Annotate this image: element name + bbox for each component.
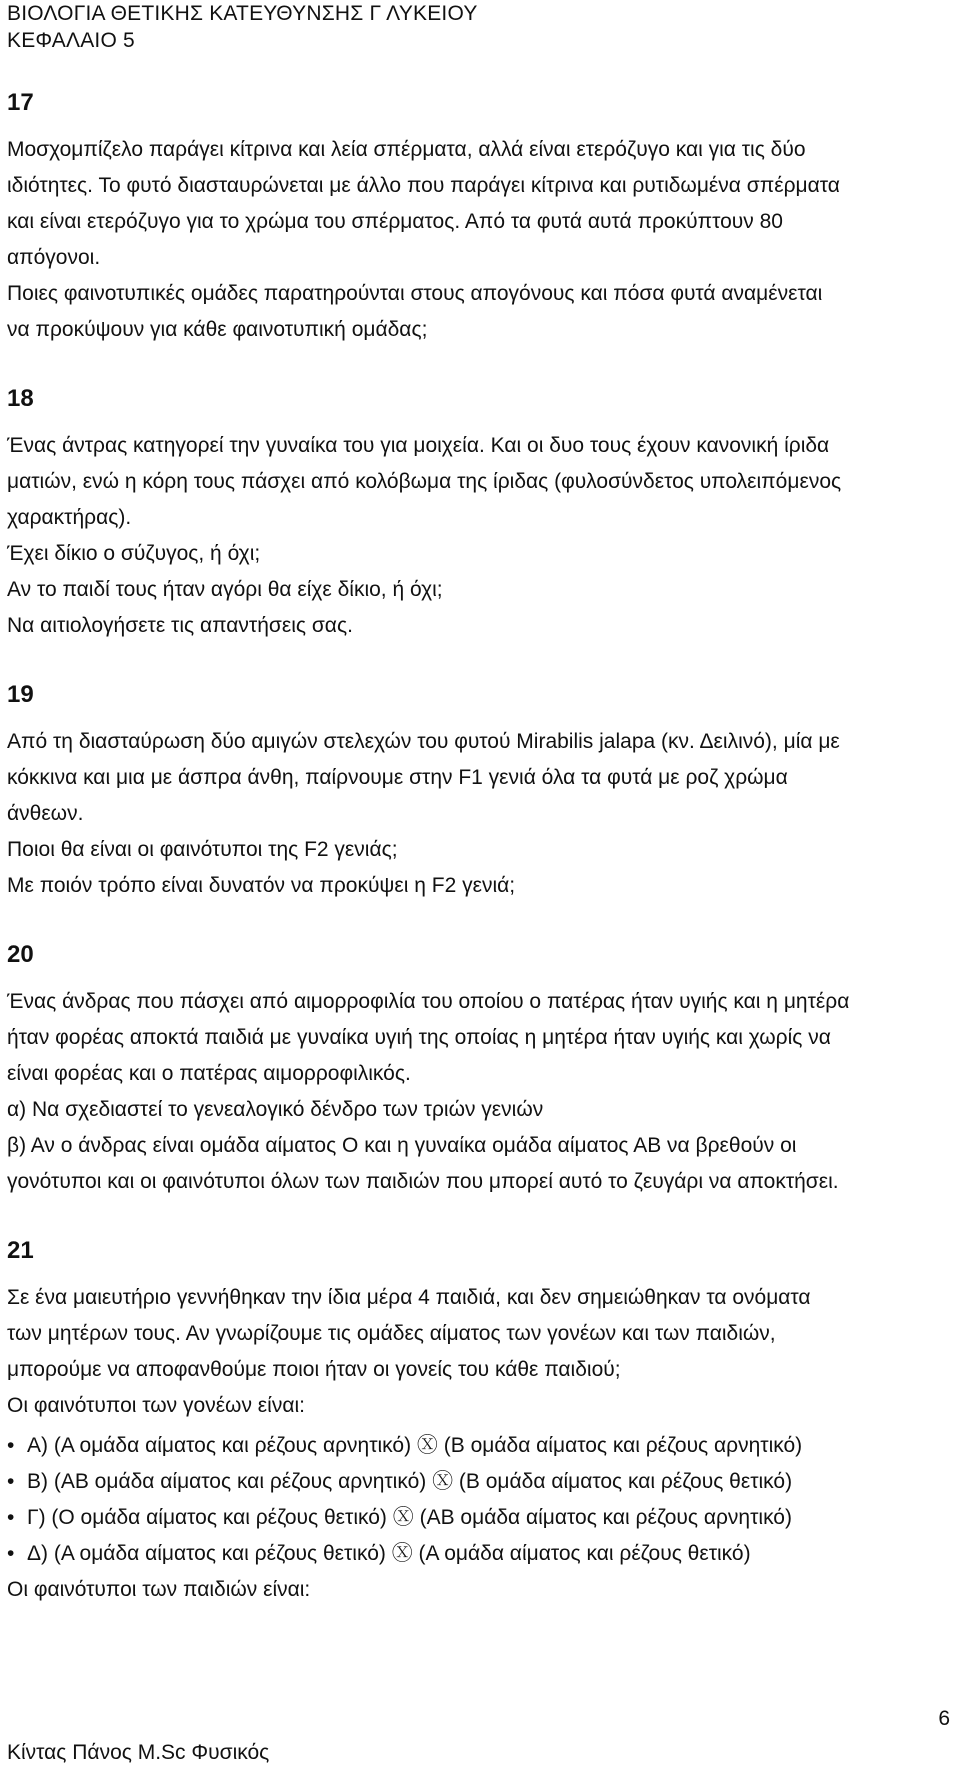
document-page — [7, 0, 953, 1608]
page-number: 6 — [938, 1707, 950, 1730]
children-intro: Οι φαινότυποι των παιδιών είναι: — [7, 1578, 311, 1601]
q18-line-2: ματιών, ενώ η κόρη τους πάσχει από κολόβωμα της ίριδας (φυλοσύνδετος υπολειπόμενος — [7, 470, 842, 493]
q17-line-5: Ποιες φαινοτυπικές ομάδες παρατηρούνται στους απογόνους και πόσα φυτά αναμένεται — [7, 282, 823, 305]
q19-line-4: Ποιοι θα είναι οι φαινότυποι της F2 γενιάς; — [7, 838, 398, 861]
q21-line-1: Σε ένα μαιευτήριο γεννήθηκαν την ίδια μέρα 4 παιδιά, και δεν σημειώθηκαν τα ονόματα — [7, 1286, 811, 1309]
q21-line-2: των μητέρων τους. Αν γνωρίζουμε τις ομάδες αίματος των γονέων και των παιδιών, — [7, 1322, 776, 1345]
header-subject: ΒΙΟΛΟΓΙΑ ΘΕΤΙΚΗΣ ΚΑΤΕΥΘΥΝΣΗΣ Γ ΛΥΚΕΙΟΥ — [7, 2, 478, 25]
footer-author: Κίντας Πάνος M.Sc Φυσικός — [7, 1741, 270, 1764]
q19-line-5: Με ποιόν τρόπο είναι δυνατόν να προκύψει η F2 γενιά; — [7, 874, 516, 897]
q21-line-3: μπορούμε να αποφανθούμε ποιοι ήταν οι γονείς του κάθε παιδιού; — [7, 1358, 621, 1381]
parents-item-a: • Α) (Α ομάδα αίματος και ρέζους αρνητικό) Ⓧ (Β ομάδα αίματος και ρέζους αρνητικό) — [7, 1428, 953, 1464]
q20-line-1: Ένας άνδρας που πάσχει από αιμορροφιλία του οποίου ο πατέρας ήταν υγιής και η μητέρα — [7, 990, 850, 1013]
q20-line-2: ήταν φορέας αποκτά παιδιά με γυναίκα υγιή της οποίας η μητέρα ήταν υγιής και χωρίς να — [7, 1026, 831, 1049]
q20-line-5: β) Αν ο άνδρας είναι ομάδα αίματος Ο και η γυναίκα ομάδα αίματος ΑΒ να βρεθούν οι — [7, 1134, 797, 1157]
header-chapter: ΚΕΦΑΛΑΙΟ 5 — [7, 29, 135, 52]
q19-line-3: άνθεων. — [7, 802, 84, 825]
q20-line-4: α) Να σχεδιαστεί το γενεαλογικό δένδρο των τριών γενιών — [7, 1098, 544, 1121]
q17-line-2: ιδιότητες. Το φυτό διασταυρώνεται με άλλο που παράγει κίτρινα και ρυτιδωμένα σπέρματα — [7, 174, 840, 197]
question-21-text — [7, 1280, 953, 1608]
question-17-text — [7, 132, 953, 348]
q19-line-2: κόκκινα και μια με άσπρα άνθη, παίρνουμε στην F1 γενιά όλα τα φυτά με ροζ χρώμα — [7, 766, 788, 789]
q17-line-4: απόγονοι. — [7, 246, 101, 269]
q17-line-6: να προκύψουν για κάθε φαινοτυπική ομάδας; — [7, 318, 428, 341]
question-18-text — [7, 428, 953, 644]
q18-line-1: Ένας άντρας κατηγορεί την γυναίκα του για μοιχεία. Και οι δυο τους έχουν κανονική ίριδα — [7, 434, 830, 457]
parents-item-d: • Δ) (Α ομάδα αίματος και ρέζους θετικό) Ⓧ (Α ομάδα αίματος και ρέζους θετικό) — [7, 1536, 953, 1572]
q21-line-4: Οι φαινότυποι των γονέων είναι: — [7, 1394, 305, 1417]
question-21-number: 21 — [7, 1237, 34, 1264]
question-19-number: 19 — [7, 681, 34, 708]
question-20-text — [7, 984, 953, 1200]
q20-line-3: είναι φορέας και ο πατέρας αιμορροφιλικός. — [7, 1062, 411, 1085]
q18-line-4: Έχει δίκιο ο σύζυγος, ή όχι; — [7, 542, 261, 565]
q18-line-5: Αν το παιδί τους ήταν αγόρι θα είχε δίκιο, ή όχι; — [7, 578, 443, 601]
q17-line-1: Μοσχομπίζελο παράγει κίτρινα και λεία σπέρματα, αλλά είναι ετερόζυγο και για τις δύο — [7, 138, 806, 161]
question-18-number: 18 — [7, 385, 34, 412]
question-19-text — [7, 724, 953, 904]
q19-line-1: Από τη διασταύρωση δύο αμιγών στελεχών του φυτού Mirabilis jalapa (κν. Δειλινό), μία με — [7, 730, 840, 753]
parents-item-b: • Β) (ΑΒ ομάδα αίματος και ρέζους αρνητικό) Ⓧ (Β ομάδα αίματος και ρέζους θετικό) — [7, 1464, 953, 1500]
document-header — [7, 0, 953, 54]
parents-item-c: • Γ) (Ο ομάδα αίματος και ρέζους θετικό) Ⓧ (ΑΒ ομάδα αίματος και ρέζους αρνητικό) — [7, 1500, 953, 1536]
q18-line-6: Να αιτιολογήσετε τις απαντήσεις σας. — [7, 614, 353, 637]
question-20-number: 20 — [7, 941, 34, 968]
q18-line-3: χαρακτήρας). — [7, 506, 132, 529]
q20-line-6: γονότυποι και οι φαινότυποι όλων των παιδιών που μπορεί αυτό το ζευγάρι να αποκτήσει. — [7, 1170, 839, 1193]
question-17-number: 17 — [7, 89, 34, 116]
q17-line-3: και είναι ετερόζυγο για το χρώμα του σπέρματος. Από τα φυτά αυτά προκύπτουν 80 — [7, 210, 783, 233]
parents-list — [7, 1428, 953, 1572]
